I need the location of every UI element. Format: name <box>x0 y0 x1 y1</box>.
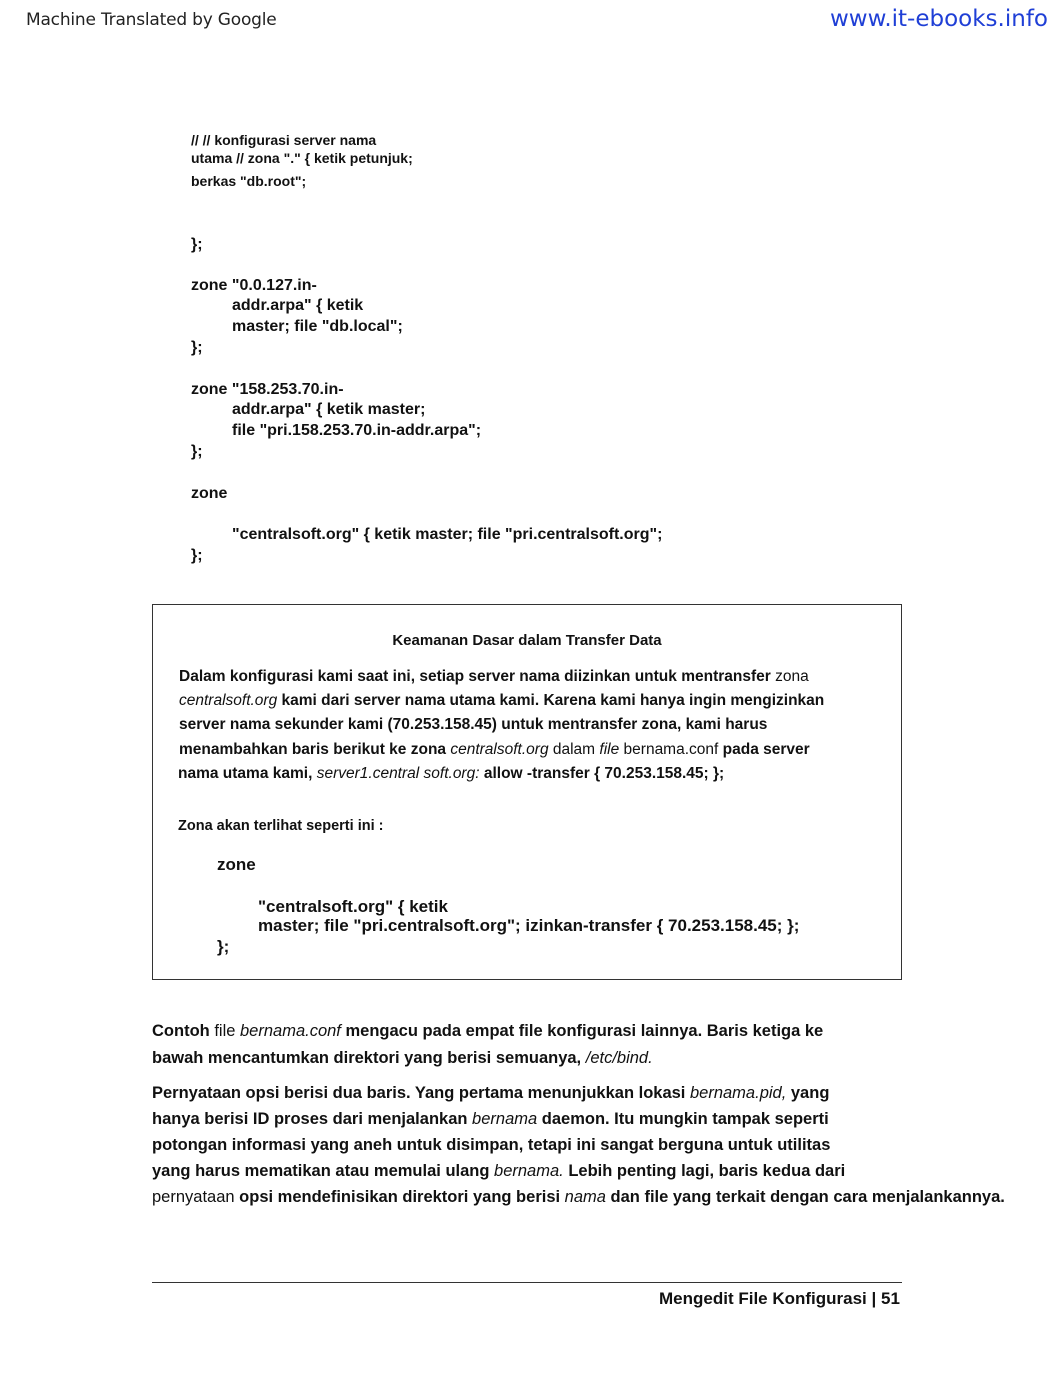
code-line: zone <box>217 855 256 874</box>
site-link[interactable]: www.it-ebooks.info <box>830 6 1048 32</box>
code-line: }; <box>217 937 230 956</box>
sidebar-box-security <box>152 604 902 980</box>
code-line: "centralsoft.org" { ketik master; file "pri.centralsoft.org"; <box>232 526 663 543</box>
code-line: }; <box>191 547 203 564</box>
footer-divider <box>152 1282 902 1283</box>
box-text-line: nama utama kami, server1.central soft.org: allow -transfer { 70.253.158.45; }; <box>178 765 725 782</box>
code-line: zone "158.253.70.in- <box>191 381 344 398</box>
box-text-line: Zona akan terlihat seperti ini : <box>178 818 384 834</box>
code-line: }; <box>191 236 203 253</box>
box-text-line: Dalam konfigurasi kami saat ini, setiap server nama diizinkan untuk mentransfer zona <box>179 668 809 685</box>
code-line: utama // zona "." { ketik petunjuk; <box>191 150 413 166</box>
code-line: master; file "db.local"; <box>232 318 403 335</box>
body-text-line: potongan informasi yang aneh untuk disimpan, tetapi ini sangat berguna untuk utilitas <box>152 1136 831 1154</box>
box-text-line: centralsoft.org kami dari server nama utama kami. Karena kami hanya ingin mengizinkan <box>179 692 825 709</box>
code-line: addr.arpa" { ketik <box>232 297 364 314</box>
box-text-line: menambahkan baris berikut ke zona centralsoft.org dalam file bernama.conf pada server <box>179 741 810 758</box>
body-text-line: Pernyataan opsi berisi dua baris. Yang pertama menunjukkan lokasi bernama.pid, yang <box>152 1084 830 1102</box>
code-line: berkas "db.root"; <box>191 173 307 189</box>
code-line: zone "0.0.127.in- <box>191 277 317 294</box>
body-text-line: Contoh file bernama.conf mengacu pada empat file konfigurasi lainnya. Baris ketiga ke <box>152 1022 824 1040</box>
code-line: addr.arpa" { ketik master; <box>232 401 426 418</box>
code-line: "centralsoft.org" { ketik <box>258 897 448 916</box>
code-line: file "pri.158.253.70.in-addr.arpa"; <box>232 422 482 439</box>
code-line: }; <box>191 339 203 356</box>
body-text-line: yang harus mematikan atau memulai ulang bernama. Lebih penting lagi, baris kedua dari <box>152 1162 846 1180</box>
code-line: zone <box>191 485 228 502</box>
box-text-line: server nama sekunder kami (70.253.158.45) untuk mentransfer zona, kami harus <box>179 716 768 733</box>
body-text-line: bawah mencantumkan direktori yang berisi semuanya, /etc/bind. <box>152 1049 653 1067</box>
box-title: Keamanan Dasar dalam Transfer Data <box>392 632 662 649</box>
body-text-line: pernyataan opsi mendefinisikan direktori yang berisi nama dan file yang terkait dengan cara menjalankannya. <box>152 1189 1005 1206</box>
code-line: master; file "pri.centralsoft.org"; izinkan-transfer { 70.253.158.45; }; <box>258 916 800 935</box>
page-footer: Mengedit File Konfigurasi | 51 <box>659 1289 900 1308</box>
body-text-line: hanya berisi ID proses dari menjalankan bernama daemon. Itu mungkin tampak seperti <box>152 1110 829 1128</box>
machine-translated-label: Machine Translated by Google <box>26 10 277 30</box>
code-line: // // konfigurasi server nama <box>191 132 377 148</box>
code-line: }; <box>191 443 203 460</box>
